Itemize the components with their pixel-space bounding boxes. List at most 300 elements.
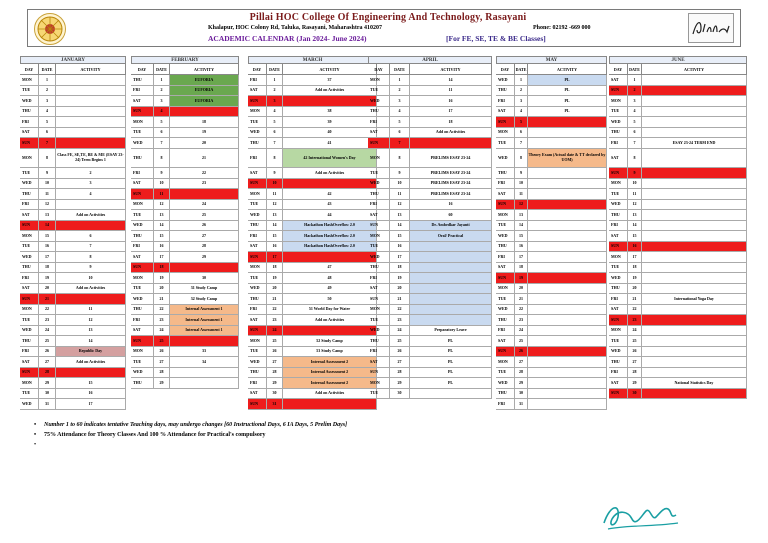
date-cell: 2 xyxy=(154,86,170,96)
activity-cell xyxy=(56,200,126,210)
day-cell: SAT xyxy=(609,75,628,85)
day-cell: WED xyxy=(248,284,267,294)
date-cell: 28 xyxy=(267,368,283,378)
day-cell: SUN xyxy=(248,179,267,189)
day-cell: MON xyxy=(20,378,39,388)
date-cell: 12 xyxy=(390,200,410,210)
date-cell: 22 xyxy=(515,305,528,315)
column-header-activity: ACTIVITY xyxy=(642,64,747,74)
date-cell: 11 xyxy=(154,189,170,199)
column-header-activity: ACTIVITY xyxy=(170,64,239,74)
date-cell: 24 xyxy=(628,326,642,336)
calendar-row xyxy=(20,117,126,128)
date-cell: 15 xyxy=(267,231,283,241)
day-cell: SAT xyxy=(248,242,267,252)
day-cell: TUE xyxy=(496,294,515,304)
date-cell: 4 xyxy=(515,107,528,117)
date-cell: 15 xyxy=(515,231,528,241)
date-cell: 11 xyxy=(628,189,642,199)
day-cell: TUE xyxy=(368,242,390,252)
calendar-row xyxy=(368,336,492,347)
calendar-row xyxy=(131,86,239,97)
day-cell: FRI xyxy=(20,200,39,210)
calendar-row xyxy=(368,96,492,107)
activity-cell xyxy=(642,368,747,378)
day-cell: MON xyxy=(131,273,154,283)
activity-cell: 14 xyxy=(410,75,492,85)
date-cell: 29 xyxy=(390,378,410,388)
date-cell: 11 xyxy=(267,189,283,199)
date-cell: 24 xyxy=(154,326,170,336)
calendar-row xyxy=(609,179,747,190)
calendar-row xyxy=(248,347,377,358)
day-cell: SAT xyxy=(496,263,515,273)
date-cell: 11 xyxy=(39,189,56,199)
day-cell: SAT xyxy=(496,189,515,199)
calendar-row xyxy=(131,284,239,295)
date-cell: 27 xyxy=(154,357,170,367)
calendar-row xyxy=(496,326,607,337)
day-cell: SUN xyxy=(368,368,390,378)
activity-cell xyxy=(170,336,239,346)
activity-cell xyxy=(528,294,607,304)
column-header-date: DATE xyxy=(628,64,642,74)
activity-cell: 10 xyxy=(56,273,126,283)
date-cell: 3 xyxy=(39,96,56,106)
day-cell: TUE xyxy=(248,347,267,357)
activity-cell xyxy=(528,284,607,294)
date-cell: 15 xyxy=(628,231,642,241)
date-cell: 6 xyxy=(628,128,642,138)
day-cell: TUE xyxy=(368,86,390,96)
day-cell: SAT xyxy=(131,326,154,336)
date-cell: 25 xyxy=(39,336,56,346)
activity-cell: PL xyxy=(528,96,607,106)
day-cell: THU xyxy=(131,75,154,85)
day-cell: MON xyxy=(20,75,39,85)
calendar-row xyxy=(496,368,607,379)
day-cell: WED xyxy=(496,149,515,168)
calendar-row xyxy=(609,357,747,368)
day-cell: MON xyxy=(368,231,390,241)
date-cell: 10 xyxy=(628,179,642,189)
day-cell: THU xyxy=(131,231,154,241)
activity-cell: PL xyxy=(528,75,607,85)
day-cell: THU xyxy=(609,284,628,294)
activity-cell: EUFORIA xyxy=(170,75,239,85)
date-cell: 2 xyxy=(515,86,528,96)
activity-cell: Republic Day xyxy=(56,347,126,357)
calendar-row xyxy=(496,231,607,242)
day-cell: FRI xyxy=(248,305,267,315)
column-header-date: DATE xyxy=(267,64,283,74)
day-cell: MON xyxy=(131,347,154,357)
day-cell: MON xyxy=(368,149,390,168)
activity-cell: PL xyxy=(410,357,492,367)
activity-cell: PL xyxy=(528,86,607,96)
activity-cell xyxy=(410,242,492,252)
calendar-row xyxy=(248,149,377,169)
calendar-row xyxy=(20,252,126,263)
date-cell: 23 xyxy=(154,315,170,325)
calendar-row xyxy=(368,284,492,295)
date-cell: 12 xyxy=(39,200,56,210)
activity-cell: Class FE, SE,TE, BE & ME (ESAY 23-24) Term Begins 1 xyxy=(56,149,126,168)
day-cell: SAT xyxy=(609,149,628,168)
month-column-january xyxy=(20,56,126,410)
day-cell: TUE xyxy=(609,263,628,273)
day-cell: SAT xyxy=(496,107,515,117)
activity-cell xyxy=(642,96,747,106)
activity-cell xyxy=(56,107,126,117)
day-cell: SAT xyxy=(20,357,39,367)
date-cell: 30 xyxy=(39,389,56,399)
date-cell: 16 xyxy=(515,242,528,252)
day-cell: TUE xyxy=(20,168,39,178)
date-cell: 6 xyxy=(515,128,528,138)
day-cell: WED xyxy=(609,273,628,283)
date-cell: 23 xyxy=(39,315,56,325)
date-cell: 7 xyxy=(267,138,283,148)
day-cell: THU xyxy=(248,138,267,148)
date-cell: 16 xyxy=(267,242,283,252)
calendar-row xyxy=(131,75,239,86)
day-cell: MON xyxy=(609,96,628,106)
day-cell: THU xyxy=(20,107,39,117)
activity-cell: 52 Study Camp xyxy=(283,336,377,346)
date-cell: 19 xyxy=(154,273,170,283)
calendar-row xyxy=(20,149,126,169)
day-cell: SAT xyxy=(368,210,390,220)
column-header-date: DATE xyxy=(515,64,528,74)
date-cell: 29 xyxy=(39,378,56,388)
date-cell: 26 xyxy=(267,347,283,357)
activity-cell xyxy=(642,179,747,189)
day-cell: MON xyxy=(131,117,154,127)
calendar-row xyxy=(368,75,492,86)
activity-cell xyxy=(642,284,747,294)
date-cell: 23 xyxy=(267,315,283,325)
day-cell: SAT xyxy=(131,252,154,262)
day-cell: SAT xyxy=(368,357,390,367)
activity-cell xyxy=(642,273,747,283)
calendar-row xyxy=(609,86,747,97)
activity-cell: 18 xyxy=(410,117,492,127)
day-cell: WED xyxy=(20,399,39,409)
day-cell: MON xyxy=(368,305,390,315)
activity-cell: Internal Assessment 2 xyxy=(283,378,377,388)
day-cell: MON xyxy=(609,326,628,336)
activity-cell: ESAY 23-24 TERM END xyxy=(642,138,747,148)
day-cell: SUN xyxy=(609,86,628,96)
calendar-row xyxy=(609,315,747,326)
date-cell: 9 xyxy=(154,168,170,178)
calendar-row xyxy=(368,273,492,284)
calendar-row xyxy=(131,252,239,263)
date-cell: 22 xyxy=(154,305,170,315)
activity-cell xyxy=(642,210,747,220)
day-cell: WED xyxy=(248,210,267,220)
calendar-row xyxy=(609,138,747,149)
day-cell: SUN xyxy=(248,399,267,409)
date-cell: 13 xyxy=(390,210,410,220)
calendar-row xyxy=(368,368,492,379)
date-cell: 18 xyxy=(628,263,642,273)
date-cell: 17 xyxy=(154,252,170,262)
activity-cell xyxy=(528,347,607,357)
calendar-row xyxy=(496,75,607,86)
calendar-row xyxy=(20,86,126,97)
activity-cell: Add on Activities xyxy=(410,128,492,138)
calendar-row xyxy=(609,117,747,128)
calendar-row xyxy=(368,305,492,316)
calendar-classes: [For FE, SE, TE & BE Classes] xyxy=(446,34,546,43)
day-cell: SAT xyxy=(609,378,628,388)
calendar-row xyxy=(131,179,239,190)
calendar-row xyxy=(368,179,492,190)
activity-cell xyxy=(528,117,607,127)
day-cell: MON xyxy=(368,378,390,388)
note-teaching-days: • Number 1 to 60 indicates tentative Teaching days, may undergo changes [60 Instructional Days, 6 IA Days, 5 Prelim Days] xyxy=(34,420,347,430)
activity-cell: EUFORIA xyxy=(170,96,239,106)
activity-cell xyxy=(528,399,607,409)
date-cell: 31 xyxy=(267,399,283,409)
date-cell: 14 xyxy=(267,221,283,231)
day-cell: FRI xyxy=(131,315,154,325)
activity-cell: Oral/ Practical xyxy=(410,231,492,241)
date-cell: 26 xyxy=(39,347,56,357)
date-cell: 31 xyxy=(39,399,56,409)
activity-cell xyxy=(528,168,607,178)
calendar-row xyxy=(20,347,126,358)
day-cell: FRI xyxy=(368,273,390,283)
calendar-row xyxy=(131,368,239,379)
calendar-row xyxy=(248,200,377,211)
day-cell: SUN xyxy=(609,242,628,252)
date-cell: 1 xyxy=(515,75,528,85)
calendar-row xyxy=(496,242,607,253)
day-cell: WED xyxy=(248,128,267,138)
activity-cell: 21 xyxy=(170,149,239,168)
date-cell: 14 xyxy=(39,221,56,231)
day-cell: WED xyxy=(496,378,515,388)
activity-cell: Hackathon HashOverflow 2.0 xyxy=(283,242,377,252)
activity-cell xyxy=(528,221,607,231)
activity-cell xyxy=(283,96,377,106)
activity-cell: 19 xyxy=(170,128,239,138)
calendar-row xyxy=(609,96,747,107)
activity-cell xyxy=(56,221,126,231)
calendar-row xyxy=(496,357,607,368)
date-cell: 18 xyxy=(390,263,410,273)
date-cell: 17 xyxy=(390,252,410,262)
calendar-row xyxy=(20,168,126,179)
date-cell: 9 xyxy=(628,168,642,178)
day-cell: SAT xyxy=(368,128,390,138)
day-cell: TUE xyxy=(368,315,390,325)
day-cell: SUN xyxy=(368,138,390,148)
calendar-row xyxy=(609,326,747,337)
day-cell: SAT xyxy=(20,210,39,220)
activity-cell: 60 xyxy=(410,210,492,220)
date-cell: 3 xyxy=(267,96,283,106)
day-cell: THU xyxy=(368,189,390,199)
activity-cell xyxy=(410,273,492,283)
date-cell: 3 xyxy=(154,96,170,106)
date-cell: 20 xyxy=(154,284,170,294)
header-banner xyxy=(27,9,741,47)
date-cell: 4 xyxy=(628,107,642,117)
calendar-row xyxy=(20,221,126,232)
column-headers xyxy=(20,64,126,75)
calendar-row xyxy=(368,221,492,232)
calendar-row xyxy=(496,284,607,295)
month-column-march xyxy=(248,56,377,410)
column-header-activity: ACTIVITY xyxy=(528,64,607,74)
calendar-row xyxy=(368,389,492,400)
date-cell: 20 xyxy=(390,284,410,294)
calendar-row xyxy=(131,305,239,316)
day-cell: THU xyxy=(609,210,628,220)
calendar-row xyxy=(609,189,747,200)
calendar-row xyxy=(368,252,492,263)
calendar-row xyxy=(496,347,607,358)
activity-cell: PRELIMS ESAY 23-24 xyxy=(410,168,492,178)
activity-cell xyxy=(410,389,492,399)
activity-cell xyxy=(642,117,747,127)
activity-cell: Hackathon HashOverflow 2.0 xyxy=(283,221,377,231)
calendar-row xyxy=(609,149,747,169)
calendar-row xyxy=(131,128,239,139)
date-cell: 6 xyxy=(154,128,170,138)
day-cell: MON xyxy=(609,179,628,189)
date-cell: 13 xyxy=(39,210,56,220)
day-cell: TUE xyxy=(131,284,154,294)
day-cell: SUN xyxy=(368,221,390,231)
calendar-row xyxy=(248,221,377,232)
day-cell: TUE xyxy=(131,128,154,138)
activity-cell: Add on Activities xyxy=(56,284,126,294)
day-cell: THU xyxy=(131,378,154,388)
activity-cell xyxy=(528,200,607,210)
activity-cell xyxy=(642,149,747,168)
activity-cell: 3 xyxy=(56,179,126,189)
activity-cell: 18 xyxy=(170,117,239,127)
calendar-row xyxy=(20,378,126,389)
activity-cell xyxy=(528,189,607,199)
activity-cell xyxy=(528,231,607,241)
activity-cell xyxy=(642,86,747,96)
calendar-row xyxy=(248,86,377,97)
day-cell: WED xyxy=(609,200,628,210)
activity-cell: Internal Assessment 1 xyxy=(170,305,239,315)
day-cell: SAT xyxy=(496,336,515,346)
calendar-row xyxy=(609,294,747,305)
day-cell: WED xyxy=(609,347,628,357)
date-cell: 20 xyxy=(39,284,56,294)
activity-cell xyxy=(528,305,607,315)
date-cell: 9 xyxy=(515,168,528,178)
day-cell: THU xyxy=(368,263,390,273)
date-cell: 24 xyxy=(39,326,56,336)
activity-cell: 41 xyxy=(283,138,377,148)
day-cell: TUE xyxy=(131,357,154,367)
calendar-row xyxy=(20,389,126,400)
calendar-row xyxy=(609,107,747,118)
calendar-row xyxy=(496,179,607,190)
calendar-row xyxy=(20,294,126,305)
calendar-row xyxy=(609,231,747,242)
day-cell: FRI xyxy=(496,252,515,262)
pillai-signature-logo xyxy=(688,13,734,43)
month-column-february xyxy=(131,56,239,389)
activity-cell: 13 xyxy=(56,326,126,336)
day-cell: SUN xyxy=(368,294,390,304)
activity-cell: PL xyxy=(410,336,492,346)
calendar-row xyxy=(20,189,126,200)
date-cell: 3 xyxy=(628,96,642,106)
activity-cell xyxy=(642,200,747,210)
date-cell: 7 xyxy=(390,138,410,148)
calendar-row xyxy=(496,168,607,179)
column-header-day: DAY xyxy=(609,64,628,74)
calendar-row xyxy=(609,284,747,295)
activity-cell xyxy=(642,168,747,178)
activity-cell: 53 Study Camp xyxy=(283,347,377,357)
date-cell: 3 xyxy=(515,96,528,106)
date-cell: 8 xyxy=(390,149,410,168)
day-cell: FRI xyxy=(20,117,39,127)
calendar-row xyxy=(496,107,607,118)
activity-cell xyxy=(170,368,239,378)
day-cell: THU xyxy=(20,189,39,199)
date-cell: 13 xyxy=(515,210,528,220)
calendar-row xyxy=(20,242,126,253)
day-cell: SUN xyxy=(20,138,39,148)
day-cell: SUN xyxy=(609,389,628,399)
calendar-row xyxy=(248,189,377,200)
activity-cell xyxy=(528,252,607,262)
date-cell: 24 xyxy=(515,326,528,336)
date-cell: 4 xyxy=(267,107,283,117)
activity-cell xyxy=(642,75,747,85)
day-cell: MON xyxy=(248,263,267,273)
date-cell: 5 xyxy=(154,117,170,127)
activity-cell: 14 xyxy=(56,336,126,346)
day-cell: WED xyxy=(20,252,39,262)
calendar-row xyxy=(496,263,607,274)
day-cell: MON xyxy=(248,336,267,346)
calendar-row xyxy=(496,315,607,326)
activity-cell xyxy=(528,378,607,388)
calendar-row xyxy=(248,326,377,337)
day-cell: THU xyxy=(496,315,515,325)
day-cell: SAT xyxy=(248,389,267,399)
date-cell: 5 xyxy=(515,117,528,127)
calendar-row xyxy=(496,305,607,316)
date-cell: 11 xyxy=(390,189,410,199)
activity-cell xyxy=(528,357,607,367)
activity-cell: Add on Activities xyxy=(283,389,377,399)
calendar-row xyxy=(20,357,126,368)
calendar-row xyxy=(20,399,126,410)
activity-cell: 43 xyxy=(283,200,377,210)
calendar-row xyxy=(368,294,492,305)
date-cell: 7 xyxy=(39,138,56,148)
activity-cell xyxy=(642,305,747,315)
calendar-row xyxy=(248,242,377,253)
calendar-row xyxy=(131,231,239,242)
